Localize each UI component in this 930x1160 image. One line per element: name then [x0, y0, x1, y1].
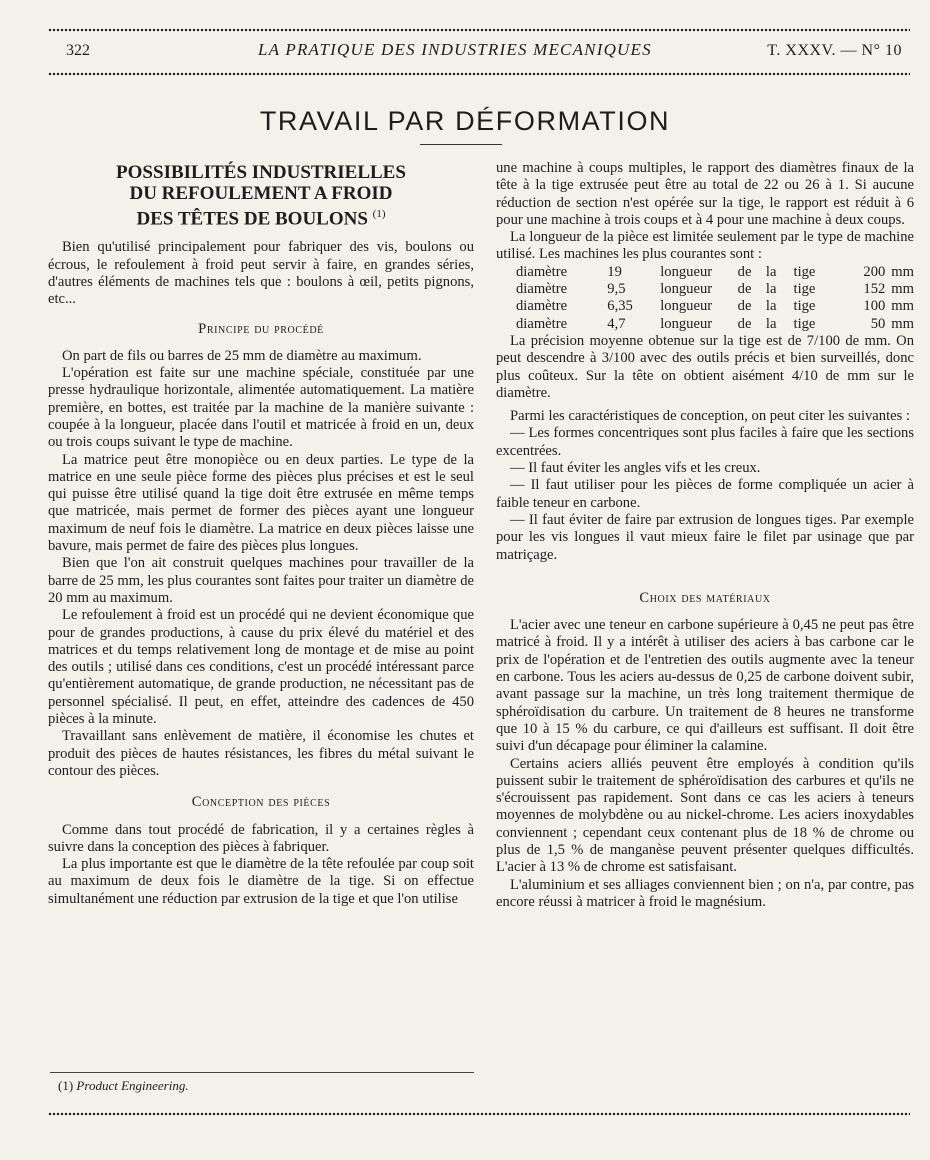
footnote — [58, 1078, 189, 1094]
journal-title: LA PRATIQUE DES INDUSTRIES MECANIQUES — [258, 40, 652, 59]
article-title — [48, 162, 474, 229]
dimension-cell-la: la — [765, 298, 777, 315]
paragraph: L'aluminium et ses alliages conviennent bien ; on n'a, par contre, pas encore réussi à matricer à froid le magnésium. — [496, 876, 914, 910]
dimension-cell-tige: tige — [793, 281, 816, 298]
bottom-dotted-rule — [48, 1112, 910, 1116]
dimension-cell-diameter: 4,7 — [607, 315, 626, 332]
machine-dimensions-table — [516, 264, 914, 333]
list-item: — Les formes concentriques sont plus faciles à faire que les sections excentrées. — [496, 425, 914, 459]
dimension-row — [516, 316, 914, 333]
subheading-conception: Conception des pièces — [191, 794, 331, 811]
running-header — [50, 40, 910, 64]
paragraph: Comme dans tout procédé de fabrication, il y a certaines règles à suivre dans la conception des pièces à fabriquer. — [48, 821, 474, 855]
dimension-cell-la: la — [765, 281, 777, 298]
dimension-cell-tige: tige — [793, 263, 816, 280]
dimension-cell-diameter: 9,5 — [607, 281, 626, 298]
subheading-principe: Principe du procédé — [198, 320, 324, 337]
dimension-cell-length-label: longueur — [660, 281, 713, 298]
dimension-cell-length-label: longueur — [660, 298, 713, 315]
dimension-cell-label: diamètre — [516, 298, 568, 315]
paragraph: Bien que l'on ait construit quelques machines pour travailler de la barre de 25 mm, les plus courantes sont faites pour traiter un diamètre de 20 mm au maximum. — [48, 555, 474, 606]
paragraph: Parmi les caractéristiques de conception, on peut citer les suivantes : — [510, 408, 910, 425]
left-column — [48, 160, 474, 908]
volume-number: T. XXXV. — N° 10 — [767, 42, 902, 59]
dimension-cell-tige: tige — [793, 298, 816, 315]
dimension-cell-length-unit: mm — [891, 298, 914, 315]
dimension-cell-length: 152 — [863, 281, 886, 298]
paragraph-continuation: une machine à coups multiples, le rapport des diamètres finaux de la tête à la tige extrusée peut être au total de 22 ou 26 à 1. Si aucune réduction de section n'est opérée sur la tige, le rapport est réduit à 6 pour une machine à trois coups et à 4 pour une machine à deux coups. — [496, 160, 914, 228]
intro-paragraph: Bien qu'utilisé principalement pour fabriquer des vis, boulons ou écrous, le refoulement à froid peut servir à faire, en grandes séries, d'autres éléments de machines tels que : boulons à œil, petits pignons, etc... — [48, 239, 474, 308]
list-item: — Il faut utiliser pour les pièces de forme compliquée un acier à faible teneur en carbone. — [496, 477, 914, 511]
paragraph: La précision moyenne obtenue sur la tige est de 7/100 de mm. On peut descendre à 3/100 avec des outils précis et bien surveillés, donc plus coûteux. Sur la tête on obtient aisément 4/10 de mm sur le diamètre. — [496, 332, 914, 401]
footnote-marker: (1) — [58, 1078, 74, 1093]
paragraph: On part de fils ou barres de 25 mm de diamètre au maximum. — [62, 347, 422, 364]
dimension-cell-de: de — [737, 298, 752, 315]
dimension-cell-length: 50 — [870, 315, 886, 332]
dimension-cell-de: de — [737, 315, 752, 332]
article-title-line: DES TÊTES DE BOULONS $^{(1)}$ — [136, 208, 386, 230]
dimension-cell-label: diamètre — [516, 281, 568, 298]
dimension-cell-length-unit: mm — [891, 315, 914, 332]
dimension-cell-de: de — [737, 263, 752, 280]
paragraph: Le refoulement à froid est un procédé qui ne devient économique que pour de grandes productions, à cause du prix élevé du matériel et des matrices et du temps relativement long de montage et de mise au point des outils ; utilisé dans ces conditions, c'est un procédé intéressant parce qu'entièrement automatique, de grande production, ne nécessitant pas de personnel spécialisé. Il peut, en effet, atteindre des cadences de 450 pièces à la minute. — [48, 607, 474, 728]
paragraph: L'opération est faite sur une machine spéciale, constituée par une presse hydraulique horizontale, alimentée automatiquement. La matière première, en bottes, est traitée par la machine de la manière suivante : coupée à la longueur, placée dans l'outil et matricée à froid en un, deux ou trois coups suivant le type de machine. — [48, 365, 474, 451]
dimension-cell-diameter: 6,35 — [607, 298, 633, 315]
section-title-underline — [420, 144, 502, 145]
dimension-cell-de: de — [737, 281, 752, 298]
footnote-ref: (1) — [372, 208, 386, 220]
dimension-cell-length-label: longueur — [660, 263, 713, 280]
dimension-cell-la: la — [765, 315, 777, 332]
section-title: TRAVAIL PAR DÉFORMATION — [259, 106, 671, 136]
paragraph: La matrice peut être monopièce ou en deux parties. Le type de la matrice en une seule pièce forme des pièces plus précises et est le seul qui puisse être utilisé quand la tige doit être extrusée en même temps que matricée, mais permet de former des pièces ayant une longueur maximum de neuf fois le diamètre. La matrice en deux pièces laisse une bavure, mais permet de faire des pièces plus longues. — [48, 451, 474, 555]
page-number: 322 — [66, 42, 90, 59]
right-column — [496, 160, 914, 911]
article-title-line: POSSIBILITÉS INDUSTRIELLES — [116, 162, 406, 183]
dimension-cell-diameter: 19 — [607, 263, 622, 280]
article-title-line: DU REFOULEMENT A FROID — [129, 183, 393, 204]
paragraph-continued: La plus importante est que le diamètre de la tête refoulée par coup soit au maximum de deux fois le diamètre de la tige. Si on effectue simultanément une réduction par extrusion de la tige et que l'on utilise — [48, 856, 474, 907]
footnote-source: Product Engineering. — [76, 1078, 189, 1093]
dimension-cell-label: diamètre — [516, 315, 568, 332]
top-dotted-rule — [48, 28, 910, 32]
dimension-cell-length: 200 — [863, 263, 886, 280]
paragraph: Certains aciers alliés peuvent être employés à condition qu'ils puissent subir le traitement de sphéroïdisation des carbures et qu'ils ne s'écrouissent pas rapidement. Sont dans ce cas les aciers à teneurs moyennes de molybdène ou au nickel-chrome. Les aciers inoxydables conviennent ; cependant ceux contenant plus de 18 % de chrome ou plus de 1,5 % de manganèse peuvent présenter quelques difficultés. L'acier à 13 % de chrome est satisfaisant. — [496, 755, 914, 876]
dimension-cell-length: 100 — [863, 298, 886, 315]
paragraph: Travaillant sans enlèvement de matière, il économise les chutes et produit des pièces de hautes résistances, les fibres du métal suivant le contour des pièces. — [48, 728, 474, 779]
list-item: — Il faut éviter les angles vifs et les creux. — [510, 460, 761, 477]
dimension-cell-length-unit: mm — [891, 263, 914, 280]
dimension-row — [516, 298, 914, 315]
dimension-cell-label: diamètre — [516, 263, 568, 280]
dimension-row — [516, 281, 914, 298]
dimension-cell-tige: tige — [793, 315, 816, 332]
dimension-row — [516, 264, 914, 281]
dimension-cell-length-label: longueur — [660, 315, 713, 332]
footnote-rule — [50, 1072, 474, 1073]
header-dotted-rule — [48, 72, 910, 76]
list-item: — Il faut éviter de faire par extrusion de longues tiges. Par exemple pour les vis longues il vaut mieux faire le filet par usinage que par matriçage. — [496, 511, 914, 563]
paragraph: La longueur de la pièce est limitée seulement par le type de machine utilisé. Les machines les plus courantes sont : — [496, 229, 914, 263]
paragraph: L'acier avec une teneur en carbone supérieure à 0,45 ne peut pas être matricé à froid. Il y a intérêt à utiliser des aciers à bas carbone car le prix de l'opération et de l'entretien des outils augmente avec la teneur en carbone. Tous les aciers au-dessus de 0,25 de carbone doivent subir, avant passage sur la machine, un très long traitement thermique de sphéroïdisation du carbure. Un traitement de 8 heures ne transforme que 10 à 15 % du carbure, ce qui d'ailleurs est suffisant. Il doit être suivi d'un décapage pour éliminer la calamine. — [496, 617, 914, 755]
subheading-materiaux: Choix des matériaux — [639, 589, 771, 606]
dimension-cell-length-unit: mm — [891, 281, 914, 298]
dimension-cell-la: la — [765, 263, 777, 280]
